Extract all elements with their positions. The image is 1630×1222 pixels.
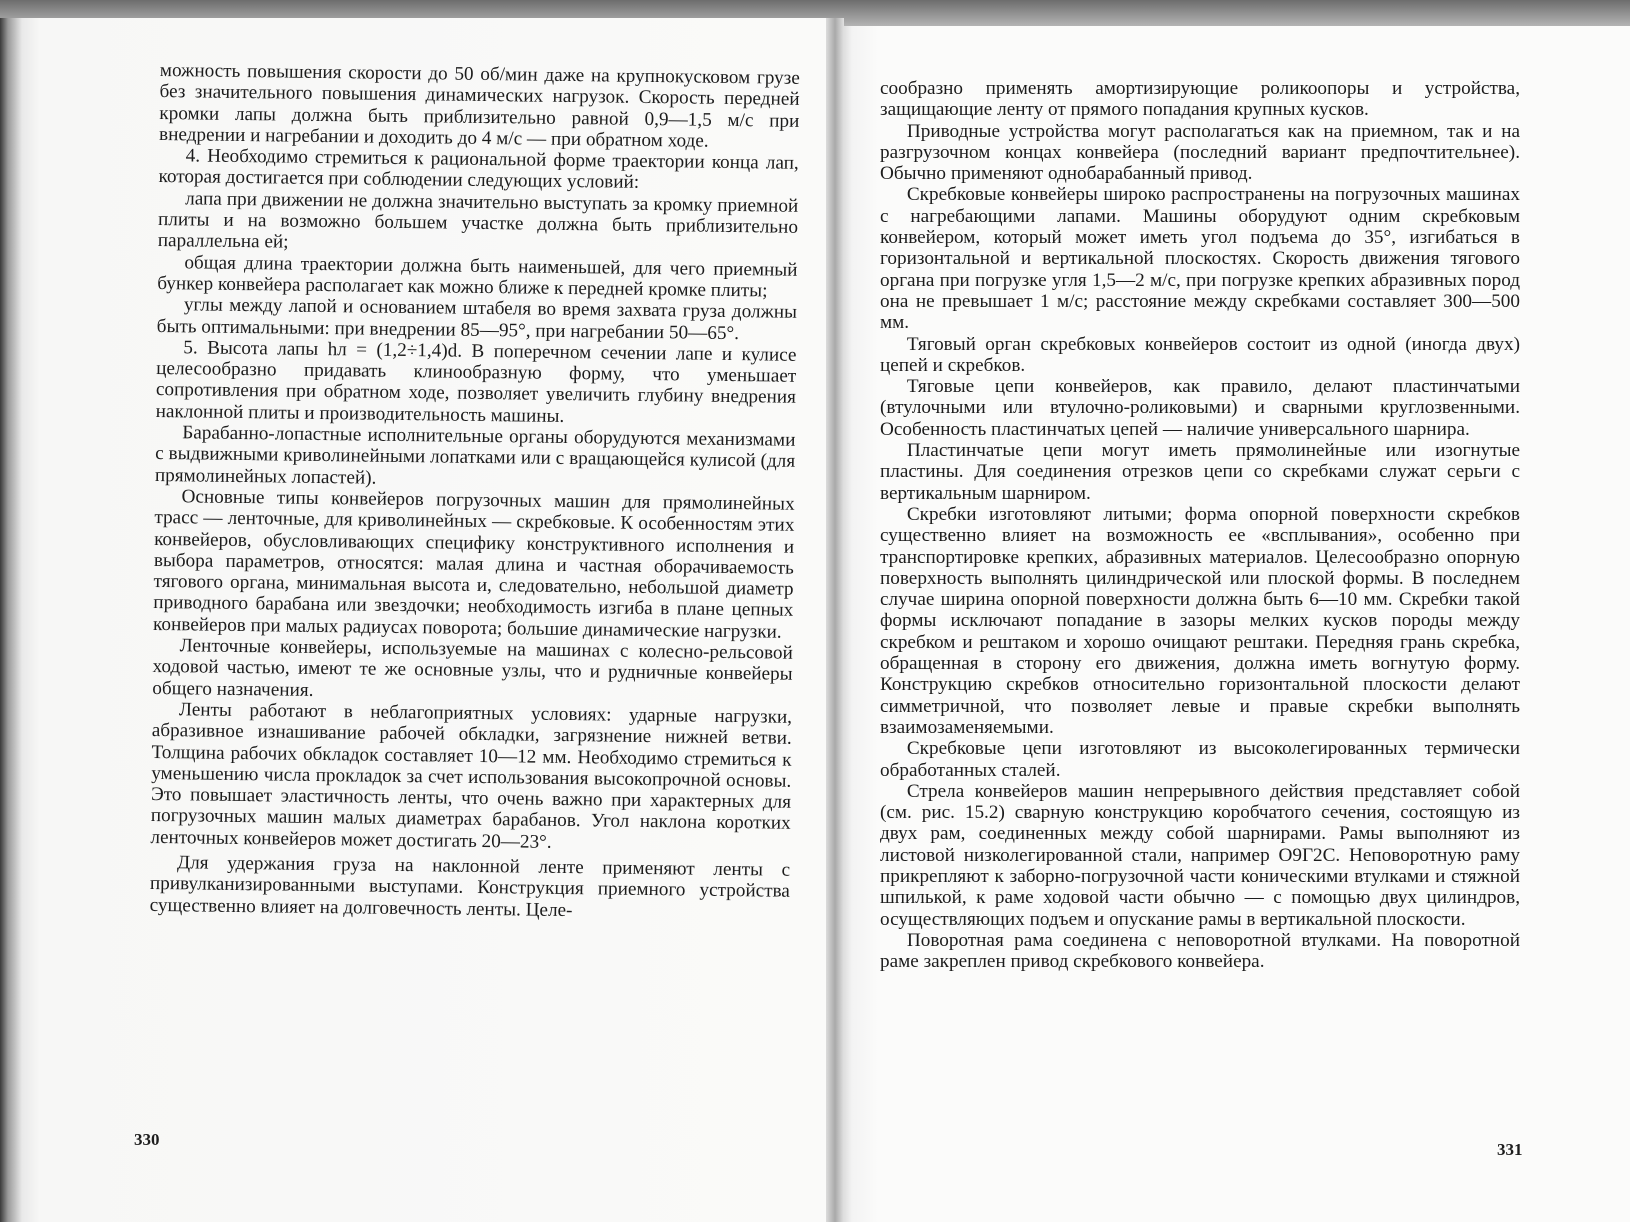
paragraph: общая длина траектории должна быть наименьшей, для чего приемный бункер конвейера располагает как можно ближе к передней кромке плиты; <box>157 251 798 302</box>
paragraph: углы между лапой и основанием штабеля во время захвата груза должны быть оптимальными: при внедрении 85—95°, при нагребании 50—65°. <box>156 294 798 344</box>
paragraph: 5. Высота лапы hл = (1,2÷1,4)d. В поперечном сечении лапе и кулисе целесообразно придавать клинообразную форму, что уменьшает сопротивления при обратном ходе, позволяет увеличить глубину внедрения наклонной плиты и производительность машины. <box>155 337 797 427</box>
paragraph: лапа при движении не должна значительно выступать за кромку приемной плиты и на возможно большем участке должна быть приблизительно параллельна ей; <box>157 188 799 253</box>
paragraph: Скребковые конвейеры широко распространены на погрузочных машинах с нагребающими лапами. Машины оборудуют одним скребковым конвейером, который может иметь угол подъема до 35°, изгибаться в горизонтальной и вертикальной плоскостях. Скорость движения тягового органа при погрузке угля 1,5—2 м/с, при погрузке крепких абразивных пород она не превышает 1 м/с; расстояние между скребками составляет 300—500 мм. <box>880 184 1520 334</box>
paragraph: Стрела конвейеров машин непрерывного действия представляет собой (см. рис. 15.2) сварную конструкцию коробчатого сечения, состоящую из двух рам, соединенных между собой шарнирами. Рамы выполняют из листовой низколегированной стали, например О9Г2С. Неповоротную раму прикрепляют к заборно-погрузочной части коническими втулками и стяжной шпилькой, к раме ходовой части обычно — с помощью двух цилиндров, осуществляющих подъем и опускание рамы в вертикальной плоскости. <box>880 780 1520 930</box>
paragraph: Поворотная рама соединена с неповоротной втулками. На поворотной раме закреплен привод скребкового конвейера. <box>880 929 1520 973</box>
paragraph: 4. Необходимо стремиться к рациональной форме траектории конца лап, которая достигается при соблюдении следующих условий: <box>158 145 799 194</box>
paragraph: Пластинчатые цепи могут иметь прямолинейные или изогнутые пластины. Для соединения отрезков цепи со скребками служат серьги с вертикальным шарниром. <box>880 440 1520 504</box>
paragraph: Скребковые цепи изготовляют из высоколегированных термически обработанных сталей. <box>880 738 1520 781</box>
paragraph: можность повышения скорости до 50 об/мин даже на крупнокусковом грузе без значительного повышения динамических нагрузок. Скорость передней кромки лапы должна быть приблизительно равной 0,9—1,5 м/с при внедрении и нагребании и доходить до 4 м/с — при обратном ходе. <box>158 60 800 152</box>
paragraph: Основные типы конвейеров погрузочных машин для прямолинейных трасс — ленточные, для криволинейных — скребковые. К особенностям этих конвейеров, обусловливающих специфику конструктивного исполнения и выбора параметров, относятся: малая длина и частная оборачиваемость тягового органа, минимальная высота и, следовательно, небольшой диаметр приводного барабана или звездочки; необходимость изгиба в плане цепных конвейеров при малых радиусах поворота; большие динамические нагрузки. <box>152 486 795 643</box>
paragraph: Для удержания груза на наклонной ленте применяют ленты с привулканизированными выступами. Конструкция приемного устройства существенно влияет на долговечность ленты. Целе- <box>149 852 791 921</box>
paragraph: Ленты работают в неблагоприятных условиях: ударные нагрузки, абразивное изнашивание рабочей обкладки, загрязнение нижней ветви. Толщина рабочих обкладок составляет 10—12 мм. Необходимо стремиться к уменьшению числа прокладок за счет использования высокопрочной основы. Это повышает эластичность ленты, что очень важно при характерных для погрузочных машин малых диаметрах барабанов. Угол наклона коротких ленточных конвейеров может достигать 20—23°. <box>150 699 793 853</box>
paragraph: Тяговый орган скребковых конвейеров состоит из одной (иногда двух) цепей и скребков. <box>880 333 1520 376</box>
paragraph: Ленточные конвейеры, используемые на машинах с колесно-рельсовой ходовой частью, имеют те же основные узлы, что и рудничные конвейеры общего назначения. <box>152 635 793 701</box>
book-gutter <box>826 18 844 1222</box>
left-page-text <box>150 60 800 924</box>
paragraph: Скребки изготовляют литыми; форма опорной поверхности скребков существенно влияет на возможность ее «всплывания», особенно при транспортировке крепких, абразивных материалов. Целесообразно опорную поверхность выполнять цилиндрической или плоской формы. В последнем случае ширина опорной поверхности должна быть 6—10 мм. Скребки такой формы исключают попадание в зазоры мелких кусков породы между скребком и рештаком и хорошо очищают рештаки. Передняя грань скребка, обращенная в сторону его движения, должна иметь вогнутую форму. Конструкцию скребков относительно горизонтальной плоскости делают симметричной, что позволяет левые и правые скребки выполнять взаимозаменяемыми. <box>880 503 1520 738</box>
paragraph: Приводные устройства могут располагаться как на приемном, так и на разгрузочном концах конвейера (последний вариант предпочтительнее). Обычно применяют однобарабанный привод. <box>880 120 1520 185</box>
page-number-right: 331 <box>1497 1140 1523 1159</box>
page-number-left: 330 <box>134 1130 160 1149</box>
right-page-text <box>880 78 1520 972</box>
paragraph: Тяговые цепи конвейеров, как правило, делают пластинчатыми (втулочными или втулочно-роликовыми) и сварными круглозвенными. Особенность пластинчатых цепей — наличие универсального шарнира. <box>880 376 1520 440</box>
paragraph: Барабанно-лопастные исполнительные органы оборудуются механизмами с выдвижными криволинейными лопатками или с вращающейся кулисой (для прямолинейных лопастей). <box>154 422 796 489</box>
paragraph: сообразно применять амортизирующие роликоопоры и устройства, защищающие ленту от прямого попадания крупных кусков. <box>880 78 1520 121</box>
